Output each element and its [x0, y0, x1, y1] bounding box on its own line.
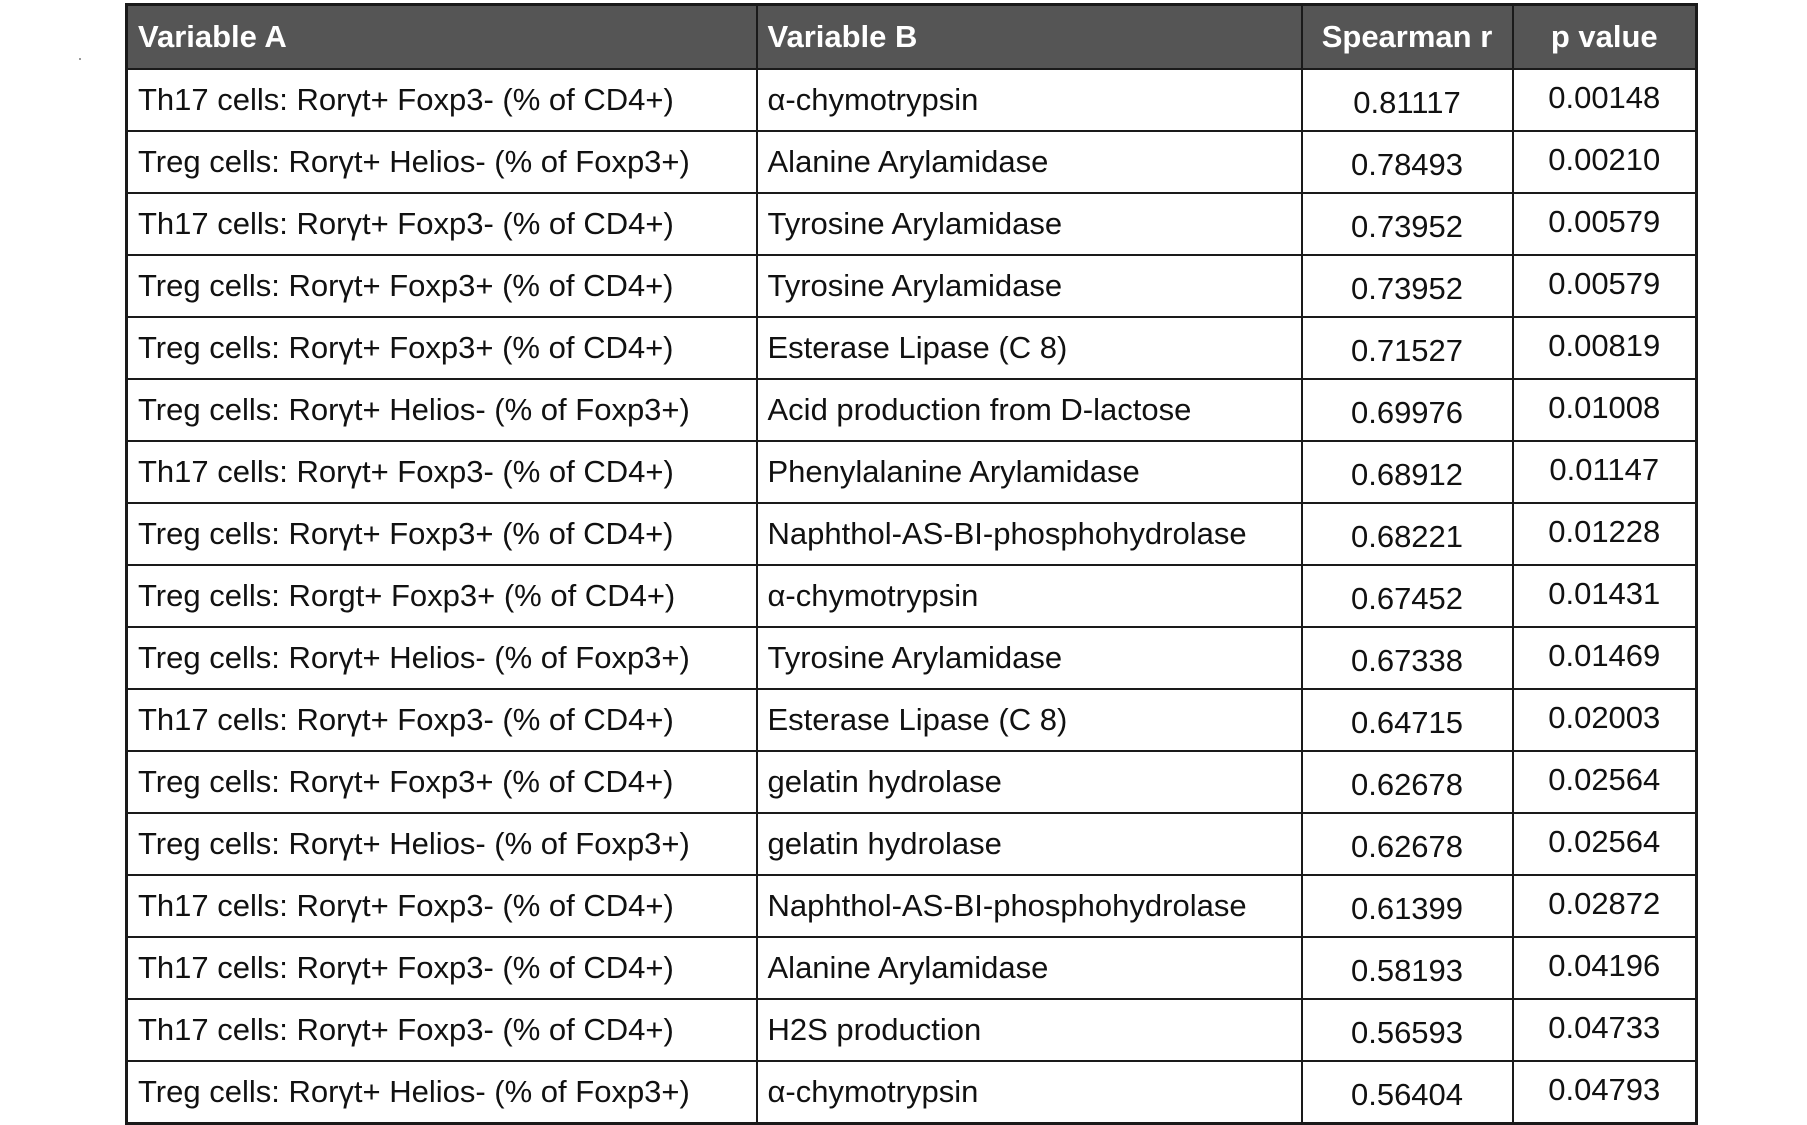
cell-variable-a: Treg cells: Rorγt+ Helios- (% of Foxp3+) [127, 813, 757, 875]
cell-p-value: 0.02872 [1513, 875, 1697, 937]
cell-spearman-r: 0.67338 [1302, 627, 1513, 689]
cell-variable-b: Naphthol-AS-BI-phosphohydrolase [757, 875, 1302, 937]
stray-dot [79, 58, 81, 60]
table-row [127, 69, 1697, 131]
cell-p-value: 0.02564 [1513, 751, 1697, 813]
table-row [127, 813, 1697, 875]
cell-variable-b: Alanine Arylamidase [757, 937, 1302, 999]
table-row [127, 255, 1697, 317]
cell-spearman-r: 0.68912 [1302, 441, 1513, 503]
cell-variable-b: gelatin hydrolase [757, 751, 1302, 813]
cell-variable-a: Treg cells: Rorγt+ Foxp3+ (% of CD4+) [127, 503, 757, 565]
table-row [127, 441, 1697, 503]
cell-p-value: 0.00579 [1513, 193, 1697, 255]
header-variable-a: Variable A [127, 5, 757, 70]
header-spearman-r: Spearman r [1302, 5, 1513, 70]
cell-spearman-r: 0.71527 [1302, 317, 1513, 379]
table-row [127, 193, 1697, 255]
cell-variable-a: Th17 cells: Rorγt+ Foxp3- (% of CD4+) [127, 937, 757, 999]
table-header [127, 5, 1697, 70]
cell-variable-a: Th17 cells: Rorγt+ Foxp3- (% of CD4+) [127, 441, 757, 503]
cell-variable-b: Acid production from D-lactose [757, 379, 1302, 441]
cell-variable-a: Treg cells: Rorγt+ Foxp3+ (% of CD4+) [127, 751, 757, 813]
cell-variable-b: H2S production [757, 999, 1302, 1061]
cell-variable-a: Th17 cells: Rorγt+ Foxp3- (% of CD4+) [127, 999, 757, 1061]
cell-spearman-r: 0.58193 [1302, 937, 1513, 999]
cell-p-value: 0.01228 [1513, 503, 1697, 565]
table-row [127, 503, 1697, 565]
header-row [127, 5, 1697, 70]
cell-spearman-r: 0.73952 [1302, 193, 1513, 255]
cell-variable-a: Treg cells: Rorγt+ Helios- (% of Foxp3+) [127, 1061, 757, 1124]
cell-spearman-r: 0.68221 [1302, 503, 1513, 565]
cell-variable-a: Treg cells: Rorγt+ Foxp3+ (% of CD4+) [127, 255, 757, 317]
table-row [127, 627, 1697, 689]
table-row [127, 751, 1697, 813]
cell-spearman-r: 0.78493 [1302, 131, 1513, 193]
cell-spearman-r: 0.67452 [1302, 565, 1513, 627]
cell-spearman-r: 0.73952 [1302, 255, 1513, 317]
cell-p-value: 0.00579 [1513, 255, 1697, 317]
cell-spearman-r: 0.64715 [1302, 689, 1513, 751]
cell-p-value: 0.00819 [1513, 317, 1697, 379]
cell-p-value: 0.02003 [1513, 689, 1697, 751]
cell-p-value: 0.04733 [1513, 999, 1697, 1061]
table-row [127, 689, 1697, 751]
cell-variable-a: Th17 cells: Rorγt+ Foxp3- (% of CD4+) [127, 69, 757, 131]
header-p-value: p value [1513, 5, 1697, 70]
cell-variable-b: Alanine Arylamidase [757, 131, 1302, 193]
table-body [127, 69, 1697, 1124]
table-row [127, 937, 1697, 999]
header-variable-b: Variable B [757, 5, 1302, 70]
table-row [127, 999, 1697, 1061]
cell-variable-a: Treg cells: Rorγt+ Helios- (% of Foxp3+) [127, 131, 757, 193]
cell-variable-a: Treg cells: Rorγt+ Foxp3+ (% of CD4+) [127, 317, 757, 379]
correlation-table [125, 3, 1698, 1125]
cell-p-value: 0.00148 [1513, 69, 1697, 131]
cell-variable-b: α-chymotrypsin [757, 69, 1302, 131]
cell-variable-a: Treg cells: Rorγt+ Helios- (% of Foxp3+) [127, 627, 757, 689]
cell-variable-a: Th17 cells: Rorγt+ Foxp3- (% of CD4+) [127, 193, 757, 255]
cell-p-value: 0.01147 [1513, 441, 1697, 503]
cell-p-value: 0.02564 [1513, 813, 1697, 875]
cell-p-value: 0.01008 [1513, 379, 1697, 441]
cell-variable-b: Esterase Lipase (C 8) [757, 689, 1302, 751]
cell-spearman-r: 0.69976 [1302, 379, 1513, 441]
cell-spearman-r: 0.61399 [1302, 875, 1513, 937]
cell-variable-b: α-chymotrypsin [757, 1061, 1302, 1124]
cell-variable-a: Treg cells: Rorgt+ Foxp3+ (% of CD4+) [127, 565, 757, 627]
cell-spearman-r: 0.62678 [1302, 813, 1513, 875]
table-row [127, 875, 1697, 937]
cell-spearman-r: 0.81117 [1302, 69, 1513, 131]
table-row [127, 317, 1697, 379]
cell-variable-b: α-chymotrypsin [757, 565, 1302, 627]
cell-variable-b: Phenylalanine Arylamidase [757, 441, 1302, 503]
table-row [127, 565, 1697, 627]
cell-variable-b: Tyrosine Arylamidase [757, 627, 1302, 689]
cell-variable-a: Th17 cells: Rorγt+ Foxp3- (% of CD4+) [127, 689, 757, 751]
cell-p-value: 0.01431 [1513, 565, 1697, 627]
cell-variable-a: Th17 cells: Rorγt+ Foxp3- (% of CD4+) [127, 875, 757, 937]
cell-spearman-r: 0.56593 [1302, 999, 1513, 1061]
cell-spearman-r: 0.62678 [1302, 751, 1513, 813]
cell-p-value: 0.04196 [1513, 937, 1697, 999]
cell-variable-b: Tyrosine Arylamidase [757, 255, 1302, 317]
cell-variable-b: Naphthol-AS-BI-phosphohydrolase [757, 503, 1302, 565]
cell-spearman-r: 0.56404 [1302, 1061, 1513, 1124]
cell-variable-b: gelatin hydrolase [757, 813, 1302, 875]
table-row [127, 1061, 1697, 1124]
cell-variable-b: Esterase Lipase (C 8) [757, 317, 1302, 379]
cell-p-value: 0.01469 [1513, 627, 1697, 689]
cell-variable-b: Tyrosine Arylamidase [757, 193, 1302, 255]
cell-p-value: 0.04793 [1513, 1061, 1697, 1124]
cell-p-value: 0.00210 [1513, 131, 1697, 193]
cell-variable-a: Treg cells: Rorγt+ Helios- (% of Foxp3+) [127, 379, 757, 441]
table-row [127, 379, 1697, 441]
table-row [127, 131, 1697, 193]
